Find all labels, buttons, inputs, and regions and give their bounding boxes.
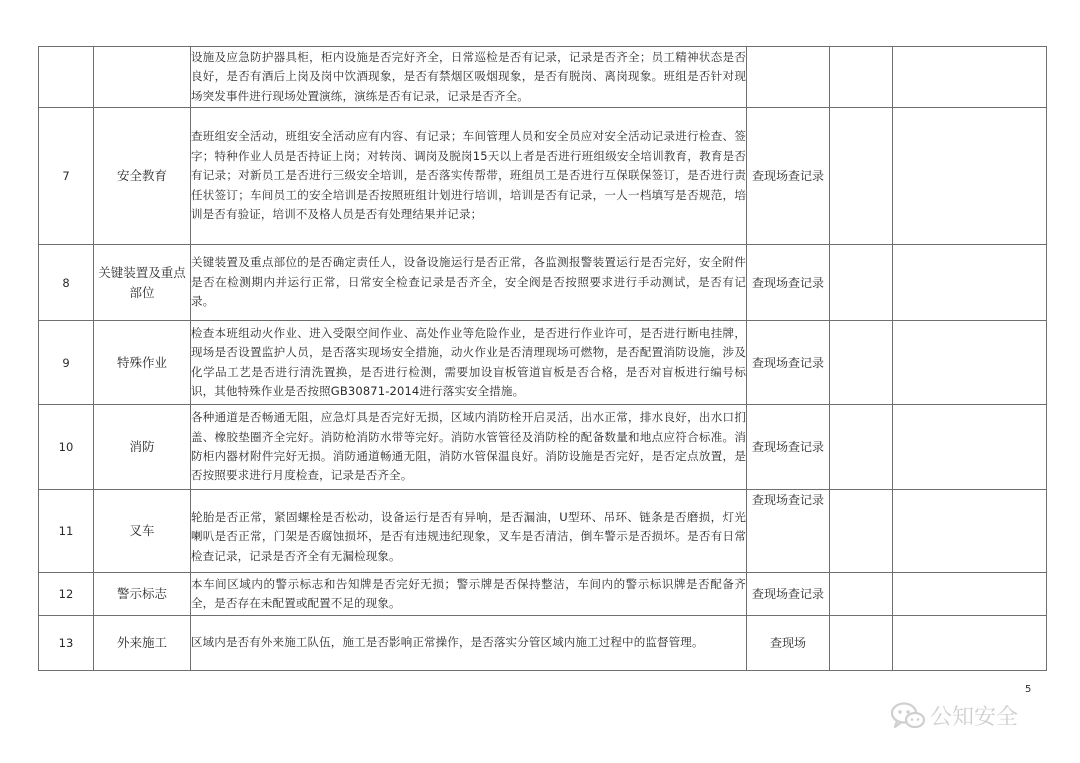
row-number-cell: 12 xyxy=(39,573,94,616)
content-cell xyxy=(191,616,747,671)
content-cell xyxy=(191,573,747,616)
item-cell: 特殊作业 xyxy=(94,321,191,405)
content-cell xyxy=(191,405,747,490)
method-cell: 查现场查记录 xyxy=(747,108,830,245)
content-text: 关键装置及重点部位的是否确定责任人，设备设施运行是否正常，各监测报警装置运行是否完好，安全附件是否在检测期内并运行正常，日常安全检查记录是否齐全，安全阀是否按照要求进行手动测试，是否有记录。 xyxy=(191,255,746,309)
item-cell: 关键装置及重点部位 xyxy=(94,245,191,321)
content-text: 本车间区域内的警示标志和告知牌是否完好无损；警示牌是否保持整洁，车间内的警示标识牌是否配备齐全，是否存在未配置或配置不足的现象。 xyxy=(191,576,746,610)
watermark-text: 公知安全 xyxy=(930,705,1019,730)
watermark xyxy=(890,700,1018,731)
content-cell xyxy=(191,490,747,573)
item-cell xyxy=(94,47,191,108)
blank-cell xyxy=(830,405,893,490)
item-cell: 外来施工 xyxy=(94,616,191,671)
method-cell xyxy=(747,47,830,108)
method-cell: 查现场查记录 xyxy=(747,405,830,490)
blank-cell xyxy=(893,616,1047,671)
content-cell xyxy=(191,321,747,405)
method-cell: 查现场查记录 xyxy=(747,245,830,321)
content-cell xyxy=(191,245,747,321)
table-row xyxy=(39,321,1047,405)
blank-cell xyxy=(893,108,1047,245)
page-number: 5 xyxy=(1025,684,1032,695)
table-row xyxy=(39,490,1047,573)
content-text: 轮胎是否正常，紧固螺栓是否松动，设备运行是否有异响，是否漏油，U型环、吊环、链条是否磨损，灯光喇叭是否正常，门架是否腐蚀损坏，是否有违规违纪现象，叉车是否清洁，倒车警示是否损坏。是否有日常检查记录，记录是否齐全有无漏检现象。 xyxy=(191,509,746,563)
blank-cell xyxy=(893,47,1047,108)
row-number-cell: 10 xyxy=(39,405,94,490)
blank-cell xyxy=(830,108,893,245)
row-number-cell: 8 xyxy=(39,245,94,321)
content-text: 检查本班组动火作业、进入受限空间作业、高处作业等危险作业，是否进行作业许可，是否进行断电挂牌，现场是否设置监护人员，是否落实现场安全措施，动火作业是否清理现场可燃物，是否配置消防设施，涉及化学品工艺是否进行清洗置换，是否进行检测，需要加设盲板管道盲板是否合格，是否对盲板进行编号标识，其他特殊作业是否按照GB30871-2014进行落实安全措施。 xyxy=(191,325,746,398)
table-row xyxy=(39,405,1047,490)
content-cell xyxy=(191,47,747,108)
content-text: 区域内是否有外来施工队伍，施工是否影响正常操作，是否落实分管区域内施工过程中的监督管理。 xyxy=(191,635,704,650)
item-cell: 安全教育 xyxy=(94,108,191,245)
content-cell xyxy=(191,108,747,245)
table-row xyxy=(39,245,1047,321)
blank-cell xyxy=(893,321,1047,405)
method-cell: 查现场 xyxy=(747,616,830,671)
item-cell: 叉车 xyxy=(94,490,191,573)
row-number-cell: 13 xyxy=(39,616,94,671)
method-cell: 查现场查记录 xyxy=(747,490,830,573)
table-row xyxy=(39,108,1047,245)
blank-cell xyxy=(830,616,893,671)
blank-cell xyxy=(893,245,1047,321)
content-text: 查班组安全活动，班组安全活动应有内容、有记录；车间管理人员和安全员应对安全活动记录进行检查、签字；特种作业人员是否持证上岗；对转岗、调岗及脱岗15天以上者是否进行班组级安全培训教育，教育是否有记录；对新员工是否进行三级安全培训，是否落实传帮带，班组员工是否进行互保联保签订，是否进行责任状签订；车间员工的安全培训是否按照班组计划进行培训，培训是否有记录，一人一档填写是否规范，培训是否有验证，培训不及格人员是否有处理结果并记录； xyxy=(191,129,746,222)
blank-cell xyxy=(893,573,1047,616)
row-number-cell: 7 xyxy=(39,108,94,245)
row-number-cell: 9 xyxy=(39,321,94,405)
blank-cell xyxy=(830,245,893,321)
item-cell: 消防 xyxy=(94,405,191,490)
table-row xyxy=(39,573,1047,616)
blank-cell xyxy=(830,321,893,405)
item-cell: 警示标志 xyxy=(94,573,191,616)
table-row xyxy=(39,47,1047,108)
row-number-cell xyxy=(39,47,94,108)
table-row xyxy=(39,616,1047,671)
blank-cell xyxy=(830,47,893,108)
wechat-icon xyxy=(890,701,926,731)
blank-cell xyxy=(893,490,1047,573)
content-text: 设施及应急防护器具柜，柜内设施是否完好齐全，日常巡检是否有记录，记录是否齐全；员工精神状态是否良好，是否有酒后上岗及岗中饮酒现象，是否有禁烟区吸烟现象，是否有脱岗、离岗现象。班组是否针对现场突发事件进行现场处置演练，演练是否有记录，记录是否齐全。 xyxy=(191,49,746,103)
row-number-cell: 11 xyxy=(39,490,94,573)
method-cell: 查现场查记录 xyxy=(747,573,830,616)
blank-cell xyxy=(893,405,1047,490)
method-cell: 查现场查记录 xyxy=(747,321,830,405)
blank-cell xyxy=(830,490,893,573)
content-text: 各种通道是否畅通无阻，应急灯具是否完好无损，区域内消防栓开启灵活，出水正常，排水良好，出水口扪盖、橡胶垫圈齐全完好。消防枪消防水带等完好。消防水管管径及消防栓的配备数量和地点应符合标准。消防柜内器材附件完好无损。消防通道畅通无阻，消防水管保温良好。消防设施是否完好，是否定点放置，是否按照要求进行月度检查，记录是否齐全。 xyxy=(191,410,746,483)
blank-cell xyxy=(830,573,893,616)
inspection-checklist-table xyxy=(38,46,1047,671)
